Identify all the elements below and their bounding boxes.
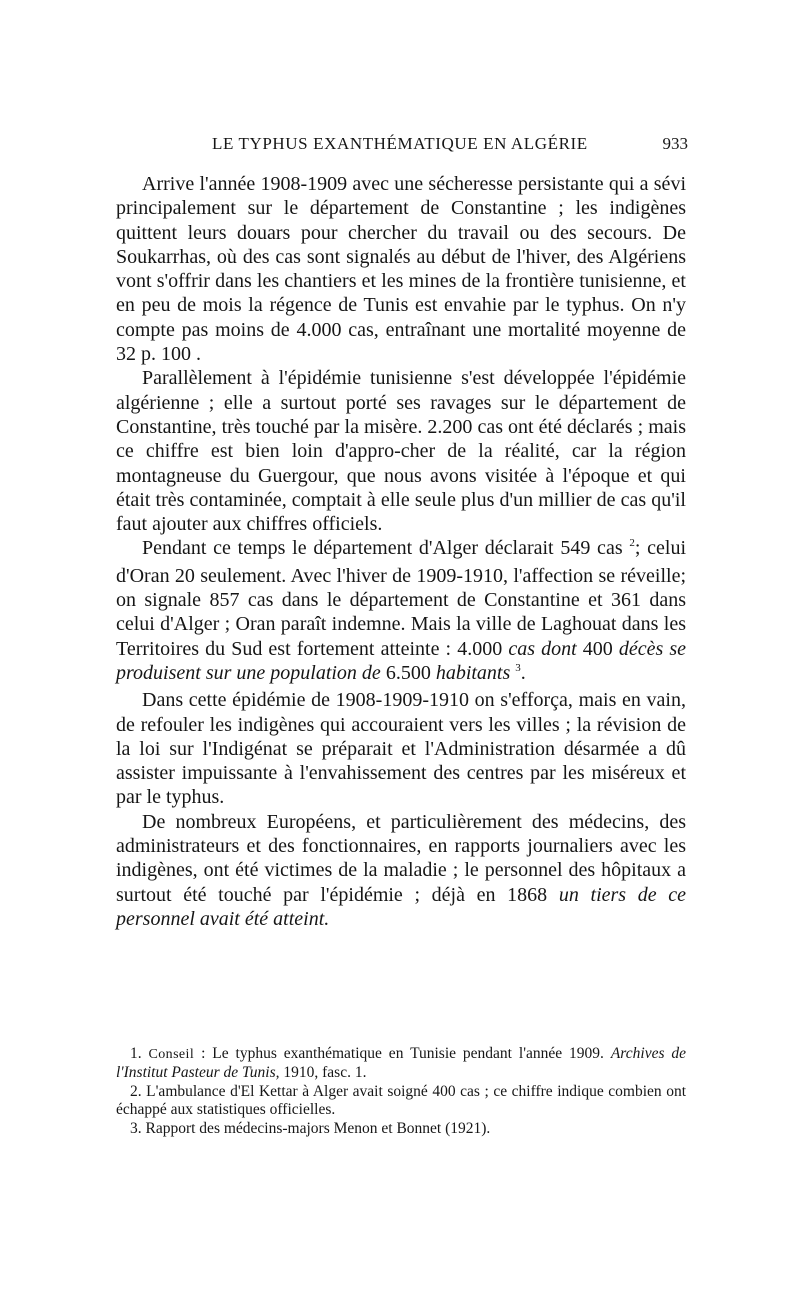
footnote-2: 2. L'ambulance d'El Kettar à Alger avait soigné 400 cas ; ce chiffre indique combien ont échappé aux statistiques officielles. — [116, 1082, 686, 1119]
footnote-1-author: Conseil — [148, 1047, 195, 1062]
italic-deces: décès se produisent sur une population de — [116, 637, 687, 684]
paragraph-3-part-a: Pendant ce temps le département d'Alger déclarait 549 cas — [142, 537, 623, 560]
paragraph-2-part-b: cher de la réalité, car la région montagneuse du Guergour, que nous avons visitée à l'époque et qui était très contaminée, comptait à elle seule plus d'un millier de cas qu'il faut ajouter aux chiffres officiels. — [116, 440, 686, 536]
footnotes — [116, 1045, 686, 1138]
paragraph-5 — [116, 810, 686, 931]
footnote-ref-3: 3 — [515, 661, 521, 674]
italic-un-tiers: un tiers de ce personnel avait été atteint. — [116, 883, 687, 930]
paragraph-3 — [116, 536, 686, 688]
italic-cas-dont: cas dont — [508, 637, 577, 660]
paragraph-2 — [116, 366, 686, 536]
paragraph-5-part-a: De nombreux Européens, et particulièrement des médecins, des administrateurs et des fonctionnaires, en rapports journaliers avec les indigènes, ont été victimes de la maladie ; le personnel des hôpitaux a surtout été touché par l'épidémie ; déjà en 1868 — [116, 810, 686, 906]
footnote-1-ref: 1910, fasc. 1. — [283, 1064, 367, 1082]
footnote-ref-2: 2 — [629, 537, 635, 550]
footnote-1 — [116, 1045, 686, 1083]
paragraph-4: Dans cette épidémie de 1908-1909-1910 on s'efforça, mais en vain, de refouler les indigènes qui accouraient vers les villes ; la révision de la loi sur l'Indigénat se préparait et l'Administration désarmée a dû assister impuissante à l'envahissement des centres par les miséreux et par le typhus. — [116, 689, 686, 809]
running-head: LE TYPHUS EXANTHÉMATIQUE EN ALGÉRIE — [212, 134, 588, 153]
paragraph-3-part-e: . — [520, 661, 526, 684]
page-header — [112, 134, 688, 164]
paragraph-1: Arrive l'année 1908-1909 avec une sécheresse persistante qui a sévi principalement sur le département de Constantine ; les indigènes quittent leurs douars pour chercher du travail ou des secours. De Soukarrhas, où des cas sont signalés au début de l'hiver, des Algériens vont s'offrir dans les chantiers et les mines de la frontière tunisienne, et en peu de mois la régence de Tunis est envahie par le typhus. On n'y compte pas moins de 4.000 cas, entraînant une mortalité moyenne de 32 p. 100 . — [116, 173, 686, 366]
paragraph-2-part-a: Parallèlement à l'épidémie tunisienne s'est développée l'épidémie algérienne ; elle a surtout porté ses ravages sur le département de Constantine, très touché par la misère. 2.200 cas ont été déclarés ; mais ce chiffre est bien loin d'appro- — [116, 367, 686, 463]
footnote-1-number: 1. — [130, 1045, 142, 1062]
footnote-1-text: : Le typhus exanthématique en Tunisie pendant l'année 1909. — [201, 1045, 604, 1062]
body-text — [116, 172, 686, 931]
paragraph-3-part-d: 6.500 — [385, 661, 431, 684]
page-number: 933 — [662, 134, 688, 153]
paragraph-3-part-c: 400 — [582, 637, 613, 660]
footnote-1-journal: Archives de l'Institut Pasteur de Tunis, — [116, 1045, 687, 1082]
footnote-3: 3. Rapport des médecins-majors Menon et Bonnet (1921). — [130, 1119, 491, 1137]
paragraph-3-part-b: ; celui d'Oran 20 seulement. Avec l'hiver de 1909-1910, l'affection se réveille; on signale 857 cas dans le département de Constantine et 361 dans celui d'Alger ; Oran paraît indemne. Mais la ville de Laghouat dans les Territoires du Sud est fortement atteinte : 4.000 — [116, 537, 686, 660]
italic-habitants: habitants — [435, 661, 511, 684]
